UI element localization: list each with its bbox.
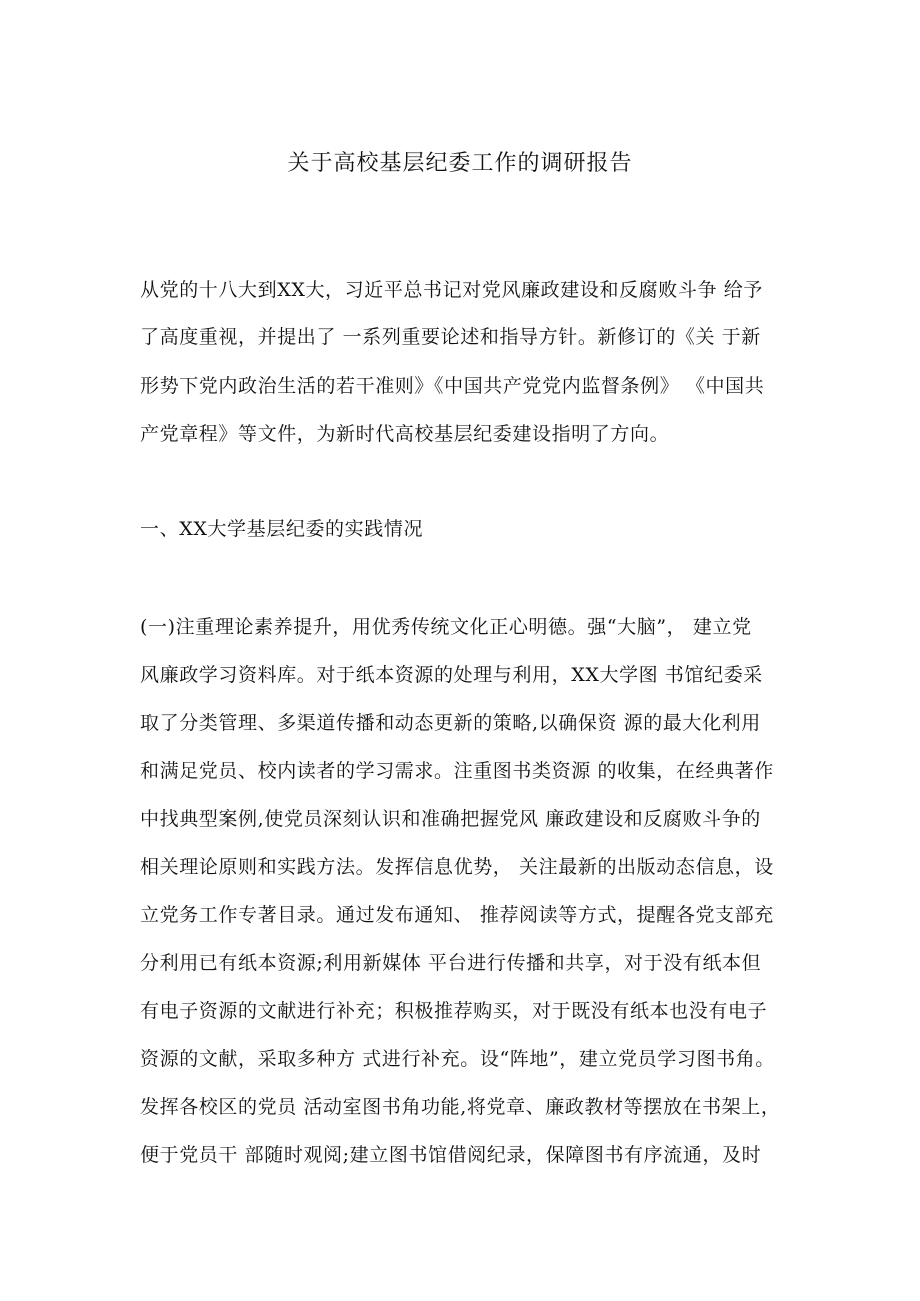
body-line: 中找典型案例,使党员深刻认识和准确把握党风 廉政建设和反腐败斗争的	[140, 808, 761, 830]
body-line: 风廉政学习资料库。对于纸本资源的处理与利用，XX大学图 书馆纪委采	[140, 664, 763, 686]
intro-line: 从党的十八大到XX大，习近平总书记对党风廉政建设和反腐败斗争 给予	[140, 279, 763, 301]
body-line: 有电子资源的文献进行补充；积极推荐购买，对于既没有纸本也没有电子	[140, 1000, 768, 1022]
body-line: 分利用已有纸本资源;利用新媒体 平台进行传播和共享，对于没有纸本但	[140, 952, 762, 974]
section-heading: 一、XX大学基层纪委的实践情况	[140, 518, 424, 540]
body-line: 资源的文献，采取多种方 式进行补充。设“阵地”，建立党员学习图书角。	[140, 1048, 775, 1070]
body-line: 和满足党员、校内读者的学习需求。注重图书类资源 的收集，在经典著作	[140, 760, 774, 782]
intro-line: 形势下党内政治生活的若干准则》《中国共产党党内监督条例》 《中国共	[140, 375, 765, 397]
body-line: 相关理论原则和实践方法。发挥信息优势， 关注最新的出版动态信息，设	[140, 856, 774, 878]
body-line: 便于党员干 部随时观阅;建立图书馆借阅纪录，保障图书有序流通，及时	[140, 1144, 762, 1166]
body-line: 立党务工作专著目录。通过发布通知、 推荐阅读等方式，提醒各党支部充	[140, 904, 774, 926]
document-title: 关于高校基层纪委工作的调研报告	[287, 151, 633, 176]
intro-line: 产党章程》等文件，为新时代高校基层纪委建设指明了方向。	[140, 423, 670, 445]
body-line: 发挥各校区的党员 活动室图书角功能,将党章、廉政教材等摆放在书架上，	[140, 1096, 781, 1118]
body-line: 取了分类管理、多渠道传播和动态更新的策略,以确保资 源的最大化利用	[140, 712, 761, 734]
intro-line: 了高度重视，并提出了 一系列重要论述和指导方针。新修订的《关 于新	[140, 326, 761, 348]
body-line: (一)注重理论素养提升，用优秀传统文化正心明德。强“大脑”， 建立党	[140, 616, 752, 638]
